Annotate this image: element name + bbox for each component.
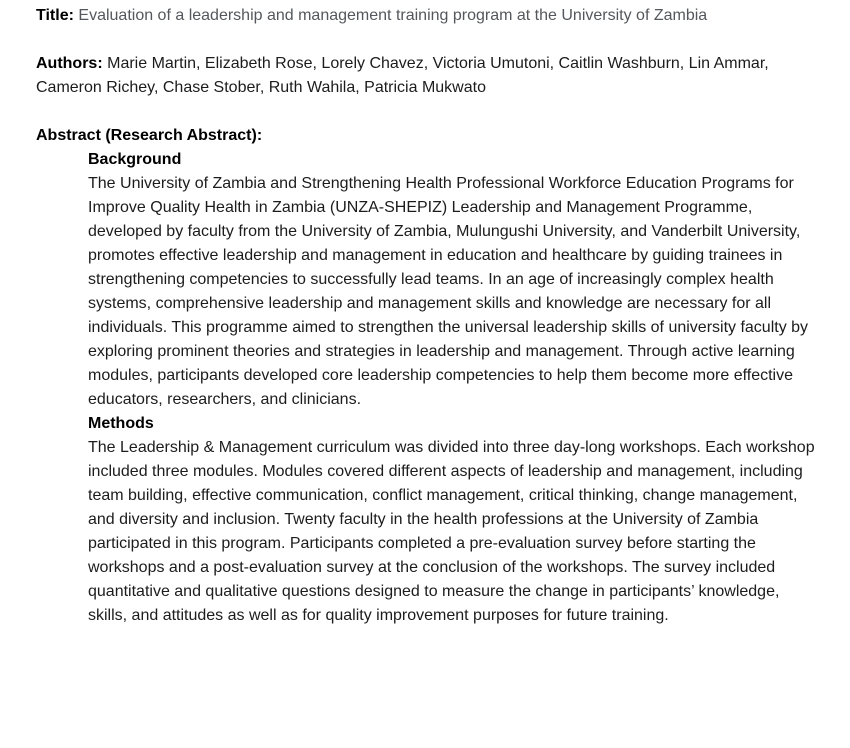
section-heading-methods: Methods: [88, 415, 154, 432]
abstract-heading: Abstract (Research Abstract):: [36, 127, 263, 144]
title-text: Evaluation of a leadership and management training program at the University of Zambia: [78, 7, 708, 24]
section-heading-background: Background: [88, 151, 182, 168]
authors-text: Marie Martin, Elizabeth Rose, Lorely Chavez, Victoria Umutoni, Caitlin Washburn, Lin Ammar, Cameron Richey, Chase Stober, Ruth Wahila, Patricia Mukwato: [36, 55, 769, 96]
title-label: Title:: [36, 7, 74, 24]
abstract-body: [88, 148, 816, 628]
title-line: [36, 4, 816, 28]
authors-line: [36, 52, 816, 100]
authors-label: Authors:: [36, 55, 103, 72]
section-body-background: The University of Zambia and Strengthening Health Professional Workforce Education Programs for Improve Quality Health in Zambia (UNZA-SHEPIZ) Leadership and Management Programme, developed by faculty from the University of Zambia, Mulungushi University, and Vanderbilt University, promotes effective leadership and management in education and healthcare by guiding trainees in strengthening competencies to successfully lead teams. In an age of increasingly complex health systems, comprehensive leadership and management skills and knowledge are necessary for all individuals. This programme aimed to strengthen the universal leadership skills of university faculty by exploring prominent theories and strategies in leadership and management. Through active learning modules, participants developed core leadership competencies to help them become more effective educators, researchers, and clinicians.: [88, 175, 809, 408]
section-body-methods: The Leadership & Management curriculum was divided into three day-long workshops. Each workshop included three modules. Modules covered different aspects of leadership and management, including team building, effective communication, conflict management, critical thinking, change management, and diversity and inclusion. Twenty faculty in the health professions at the University of Zambia participated in this program. Participants completed a pre-evaluation survey before starting the workshops and a post-evaluation survey at the conclusion of the workshops. The survey included quantitative and qualitative questions designed to measure the change in participants’ knowledge, skills, and attitudes as well as for quality improvement purposes for future training.: [88, 439, 815, 624]
